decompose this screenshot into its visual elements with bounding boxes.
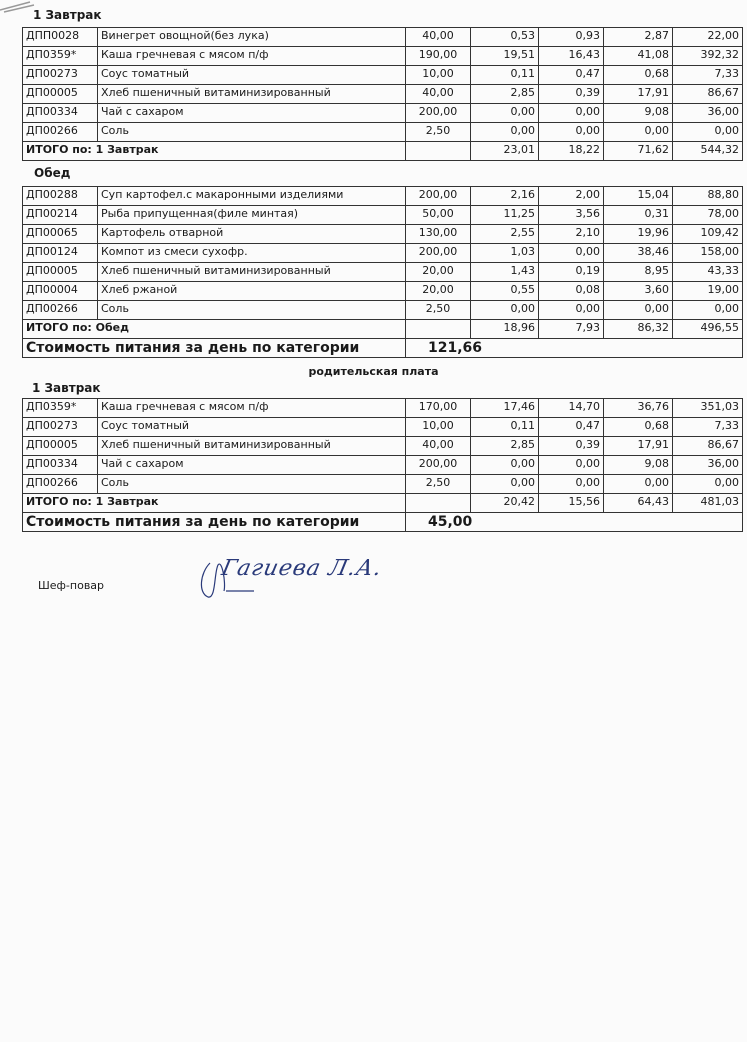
total-protein: 23,01 [471, 142, 539, 161]
item-quantity: 40,00 [406, 437, 471, 456]
item-fat: 0,39 [539, 437, 604, 456]
daily-cost-value: 45,00 [406, 513, 743, 532]
item-protein: 2,85 [471, 437, 539, 456]
total-carbs: 71,62 [604, 142, 673, 161]
daily-cost-label: Стоимость питания за день по категории [23, 513, 406, 532]
table-row [23, 456, 743, 475]
daily-cost-label: Стоимость питания за день по категории [23, 339, 406, 358]
item-protein: 2,85 [471, 85, 539, 104]
item-quantity: 200,00 [406, 244, 471, 263]
item-carbs: 8,95 [604, 263, 673, 282]
item-kcal: 0,00 [673, 301, 743, 320]
table-row [23, 104, 743, 123]
table-row [23, 28, 743, 47]
item-code: ДПП0028 [23, 28, 98, 47]
item-kcal: 78,00 [673, 206, 743, 225]
table-row [23, 85, 743, 104]
item-name: Хлеб ржаной [98, 282, 406, 301]
item-fat: 0,39 [539, 85, 604, 104]
item-protein: 2,55 [471, 225, 539, 244]
item-kcal: 36,00 [673, 456, 743, 475]
item-code: ДП00005 [23, 85, 98, 104]
item-protein: 0,00 [471, 301, 539, 320]
item-fat: 2,00 [539, 187, 604, 206]
item-quantity: 2,50 [406, 301, 471, 320]
item-code: ДП00124 [23, 244, 98, 263]
item-name: Суп картофел.с макаронными изделиями [98, 187, 406, 206]
item-code: ДП00266 [23, 301, 98, 320]
total-label: ИТОГО по: 1 Завтрак [23, 142, 406, 161]
total-row [23, 320, 743, 339]
item-name: Компот из смеси сухофр. [98, 244, 406, 263]
item-kcal: 36,00 [673, 104, 743, 123]
item-kcal: 86,67 [673, 437, 743, 456]
item-name: Соль [98, 475, 406, 494]
item-protein: 2,16 [471, 187, 539, 206]
item-code: ДП0359* [23, 47, 98, 66]
item-fat: 0,00 [539, 301, 604, 320]
item-quantity: 2,50 [406, 475, 471, 494]
item-carbs: 41,08 [604, 47, 673, 66]
section-title-lunch: Обед [34, 166, 71, 180]
item-kcal: 7,33 [673, 418, 743, 437]
item-protein: 0,55 [471, 282, 539, 301]
item-carbs: 15,04 [604, 187, 673, 206]
item-name: Соль [98, 123, 406, 142]
item-quantity: 200,00 [406, 104, 471, 123]
item-name: Рыба припущенная(филе минтая) [98, 206, 406, 225]
table-row [23, 66, 743, 85]
item-protein: 0,53 [471, 28, 539, 47]
item-fat: 16,43 [539, 47, 604, 66]
item-name: Винегрет овощной(без лука) [98, 28, 406, 47]
item-carbs: 17,91 [604, 85, 673, 104]
item-kcal: 0,00 [673, 123, 743, 142]
item-fat: 0,00 [539, 104, 604, 123]
table-row [23, 475, 743, 494]
total-quantity-empty [406, 320, 471, 339]
item-quantity: 20,00 [406, 263, 471, 282]
item-carbs: 38,46 [604, 244, 673, 263]
item-fat: 0,08 [539, 282, 604, 301]
total-fat: 15,56 [539, 494, 604, 513]
item-protein: 0,11 [471, 66, 539, 85]
total-protein: 20,42 [471, 494, 539, 513]
item-protein: 0,00 [471, 104, 539, 123]
item-protein: 0,00 [471, 475, 539, 494]
item-protein: 1,43 [471, 263, 539, 282]
item-quantity: 40,00 [406, 85, 471, 104]
item-name: Картофель отварной [98, 225, 406, 244]
total-label: ИТОГО по: Обед [23, 320, 406, 339]
chef-role-label: Шеф-повар [38, 579, 105, 592]
item-code: ДП00065 [23, 225, 98, 244]
total-quantity-empty [406, 494, 471, 513]
item-fat: 14,70 [539, 399, 604, 418]
total-fat: 18,22 [539, 142, 604, 161]
total-kcal: 481,03 [673, 494, 743, 513]
item-name: Хлеб пшеничный витаминизированный [98, 263, 406, 282]
table-row [23, 47, 743, 66]
breakfast-menu-table [22, 27, 743, 161]
item-name: Каша гречневая с мясом п/ф [98, 399, 406, 418]
item-kcal: 109,42 [673, 225, 743, 244]
lunch-menu-table [22, 186, 743, 358]
item-quantity: 2,50 [406, 123, 471, 142]
item-quantity: 50,00 [406, 206, 471, 225]
item-name: Каша гречневая с мясом п/ф [98, 47, 406, 66]
chef-signature-name: Гагиева Л.А. [219, 556, 385, 581]
item-fat: 0,00 [539, 475, 604, 494]
item-carbs: 9,08 [604, 104, 673, 123]
item-carbs: 36,76 [604, 399, 673, 418]
daily-cost-value: 121,66 [406, 339, 743, 358]
item-carbs: 19,96 [604, 225, 673, 244]
item-fat: 0,47 [539, 66, 604, 85]
item-carbs: 0,31 [604, 206, 673, 225]
table-row [23, 399, 743, 418]
item-kcal: 22,00 [673, 28, 743, 47]
item-quantity: 40,00 [406, 28, 471, 47]
item-code: ДП00005 [23, 437, 98, 456]
total-row [23, 494, 743, 513]
item-protein: 11,25 [471, 206, 539, 225]
item-carbs: 3,60 [604, 282, 673, 301]
table-row [23, 206, 743, 225]
total-kcal: 496,55 [673, 320, 743, 339]
item-fat: 0,93 [539, 28, 604, 47]
item-carbs: 0,00 [604, 301, 673, 320]
item-protein: 0,00 [471, 123, 539, 142]
item-code: ДП00273 [23, 66, 98, 85]
table-row [23, 418, 743, 437]
item-carbs: 0,00 [604, 123, 673, 142]
item-name: Соус томатный [98, 418, 406, 437]
item-protein: 0,00 [471, 456, 539, 475]
item-code: ДП00334 [23, 104, 98, 123]
item-code: ДП00214 [23, 206, 98, 225]
item-code: ДП00004 [23, 282, 98, 301]
item-code: ДП00005 [23, 263, 98, 282]
total-row [23, 142, 743, 161]
item-kcal: 43,33 [673, 263, 743, 282]
category-label: родительская плата [308, 365, 439, 378]
total-carbs: 64,43 [604, 494, 673, 513]
table-row [23, 123, 743, 142]
item-name: Хлеб пшеничный витаминизированный [98, 437, 406, 456]
table-row [23, 282, 743, 301]
item-name: Чай с сахаром [98, 104, 406, 123]
section-title-parent-breakfast: 1 Завтрак [32, 381, 101, 395]
item-kcal: 158,00 [673, 244, 743, 263]
item-quantity: 10,00 [406, 66, 471, 85]
item-fat: 0,00 [539, 244, 604, 263]
item-code: ДП00288 [23, 187, 98, 206]
item-fat: 0,00 [539, 456, 604, 475]
total-label: ИТОГО по: 1 Завтрак [23, 494, 406, 513]
item-quantity: 20,00 [406, 282, 471, 301]
item-carbs: 0,68 [604, 66, 673, 85]
item-protein: 0,11 [471, 418, 539, 437]
item-code: ДП00273 [23, 418, 98, 437]
total-carbs: 86,32 [604, 320, 673, 339]
item-code: ДП00266 [23, 475, 98, 494]
daily-cost-row [23, 513, 743, 532]
table-row [23, 437, 743, 456]
item-protein: 19,51 [471, 47, 539, 66]
item-kcal: 86,67 [673, 85, 743, 104]
item-kcal: 19,00 [673, 282, 743, 301]
parent-breakfast-menu-table [22, 398, 743, 532]
item-kcal: 7,33 [673, 66, 743, 85]
table-row [23, 263, 743, 282]
item-carbs: 9,08 [604, 456, 673, 475]
daily-cost-row [23, 339, 743, 358]
table-row [23, 187, 743, 206]
item-kcal: 0,00 [673, 475, 743, 494]
item-kcal: 392,32 [673, 47, 743, 66]
item-name: Соль [98, 301, 406, 320]
total-protein: 18,96 [471, 320, 539, 339]
item-carbs: 0,00 [604, 475, 673, 494]
item-fat: 0,47 [539, 418, 604, 437]
total-fat: 7,93 [539, 320, 604, 339]
item-code: ДП00334 [23, 456, 98, 475]
item-fat: 2,10 [539, 225, 604, 244]
item-kcal: 351,03 [673, 399, 743, 418]
item-protein: 17,46 [471, 399, 539, 418]
item-name: Чай с сахаром [98, 456, 406, 475]
item-quantity: 170,00 [406, 399, 471, 418]
table-row [23, 244, 743, 263]
total-quantity-empty [406, 142, 471, 161]
item-quantity: 130,00 [406, 225, 471, 244]
item-carbs: 17,91 [604, 437, 673, 456]
item-quantity: 200,00 [406, 187, 471, 206]
item-carbs: 0,68 [604, 418, 673, 437]
total-kcal: 544,32 [673, 142, 743, 161]
item-carbs: 2,87 [604, 28, 673, 47]
item-code: ДП0359* [23, 399, 98, 418]
item-quantity: 190,00 [406, 47, 471, 66]
item-fat: 3,56 [539, 206, 604, 225]
item-name: Хлеб пшеничный витаминизированный [98, 85, 406, 104]
item-code: ДП00266 [23, 123, 98, 142]
item-fat: 0,19 [539, 263, 604, 282]
item-protein: 1,03 [471, 244, 539, 263]
item-kcal: 88,80 [673, 187, 743, 206]
section-title-breakfast: 1 Завтрак [33, 8, 102, 22]
item-fat: 0,00 [539, 123, 604, 142]
item-name: Соус томатный [98, 66, 406, 85]
table-row [23, 301, 743, 320]
table-row [23, 225, 743, 244]
item-quantity: 10,00 [406, 418, 471, 437]
item-quantity: 200,00 [406, 456, 471, 475]
